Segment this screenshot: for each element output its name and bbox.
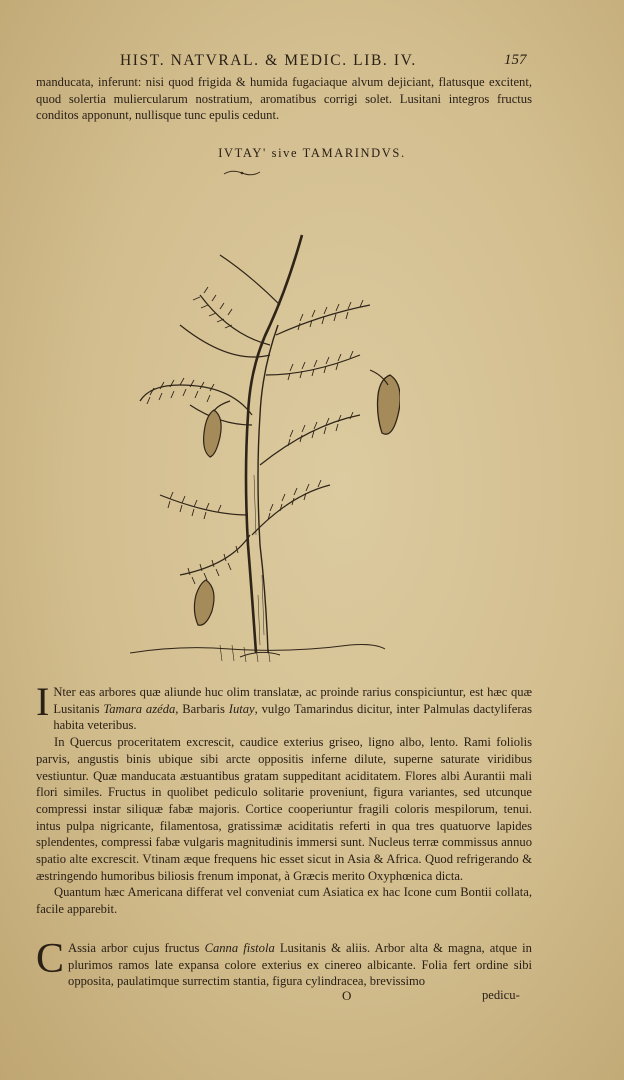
- text-run: Assia arbor cujus fructus: [68, 941, 205, 955]
- dropcap-c: C: [36, 936, 65, 982]
- cassia-text: [36, 936, 532, 990]
- term-canna-fistola: Canna fistola: [204, 941, 275, 955]
- dropcap-i: I: [36, 679, 50, 724]
- top-paragraph: manducata, inferunt: nisi quod frigida & humida fugaciaque alvum dejiciant, flatusque excitent, quod solertia muliercularum nostratium, aromatibus corrigi solet. Lusitani integros fructus conditos apponunt, nullisque tunc epulis cedunt.: [36, 75, 532, 123]
- text-run: Nter eas arbores quæ aliunde huc olim translatæ, ac proinde rarius conspiciuntur, est hæc quæ Lusitanis: [53, 685, 532, 716]
- tamarind-paragraph-2: In Quercus proceritatem excrescit, caudice exterius griseo, ligno albo, lento. Rami foliolis parvis, angustis binis ubique sibi arcte oppositis inferne dilute, superne saturate viridibus vestiuntur. Quæ manducata æstuantibus gratam suppeditant aciditatem. Flores albi Aurantii mali flori similes. Fructus in quolibet pediculo solitarie proveniunt, figura variantes, sed utcunque compressi instar siliquæ fabæ majoris. Cortice cooperiuntur fragili coloris mespilorum, tenui. intus pulpa nigricante, filamentosa, gratissimæ aciditatis referti in qua tres quatuorve lapides splendentes, compressi fabæ vulgaris magnitudinis immersi sunt. Nucleus terræ commissus annuo spatio alte excrescit. Vtinam æque frequens hic esset sicut in Asia & Africa. Quod refrigerando & æstringendo humoribus biliosis frenum imponat, à Græcis merito Oxyphœnica dicta.: [36, 735, 532, 883]
- text-run: , Barbaris: [175, 701, 229, 716]
- catchword: pedicu-: [482, 988, 520, 1002]
- text-run: , vulgo Tamarindus dicitur, inter Palmulas dactyliferas habita veteribus.: [53, 701, 533, 733]
- text-run: Lusitanis & aliis. Arbor alta & magna, atque in plurimos ramos late expansa colore exterius ex cinereo albicante. Folia fert ordine sibi opposita, paulatimque surrectim stantia, figura cylindracea, brevissimo: [68, 941, 532, 989]
- term-tamara: Tamara azéda: [103, 701, 176, 716]
- top-paragraph-block: [36, 74, 532, 124]
- tamarind-illustration: [120, 175, 400, 675]
- term-iutay: Iutay: [228, 701, 255, 716]
- tamarind-paragraph-1: [36, 679, 533, 734]
- cassia-paragraph: [36, 936, 532, 990]
- running-head: HIST. NATVRAL. & MEDIC. LIB. IV.: [120, 52, 417, 69]
- tamarind-text: [36, 679, 533, 918]
- page-number: 157: [504, 52, 527, 68]
- tamarind-paragraph-3: Quantum hæc Americana differat vel conveniat cum Asiatica ex hac Icone cum Bontii collata, facile apparebit.: [36, 885, 532, 917]
- signature-mark: O: [342, 988, 353, 1003]
- figure-caption: IVTAY' sive TAMARINDVS.: [218, 146, 406, 160]
- page-header: [0, 52, 624, 74]
